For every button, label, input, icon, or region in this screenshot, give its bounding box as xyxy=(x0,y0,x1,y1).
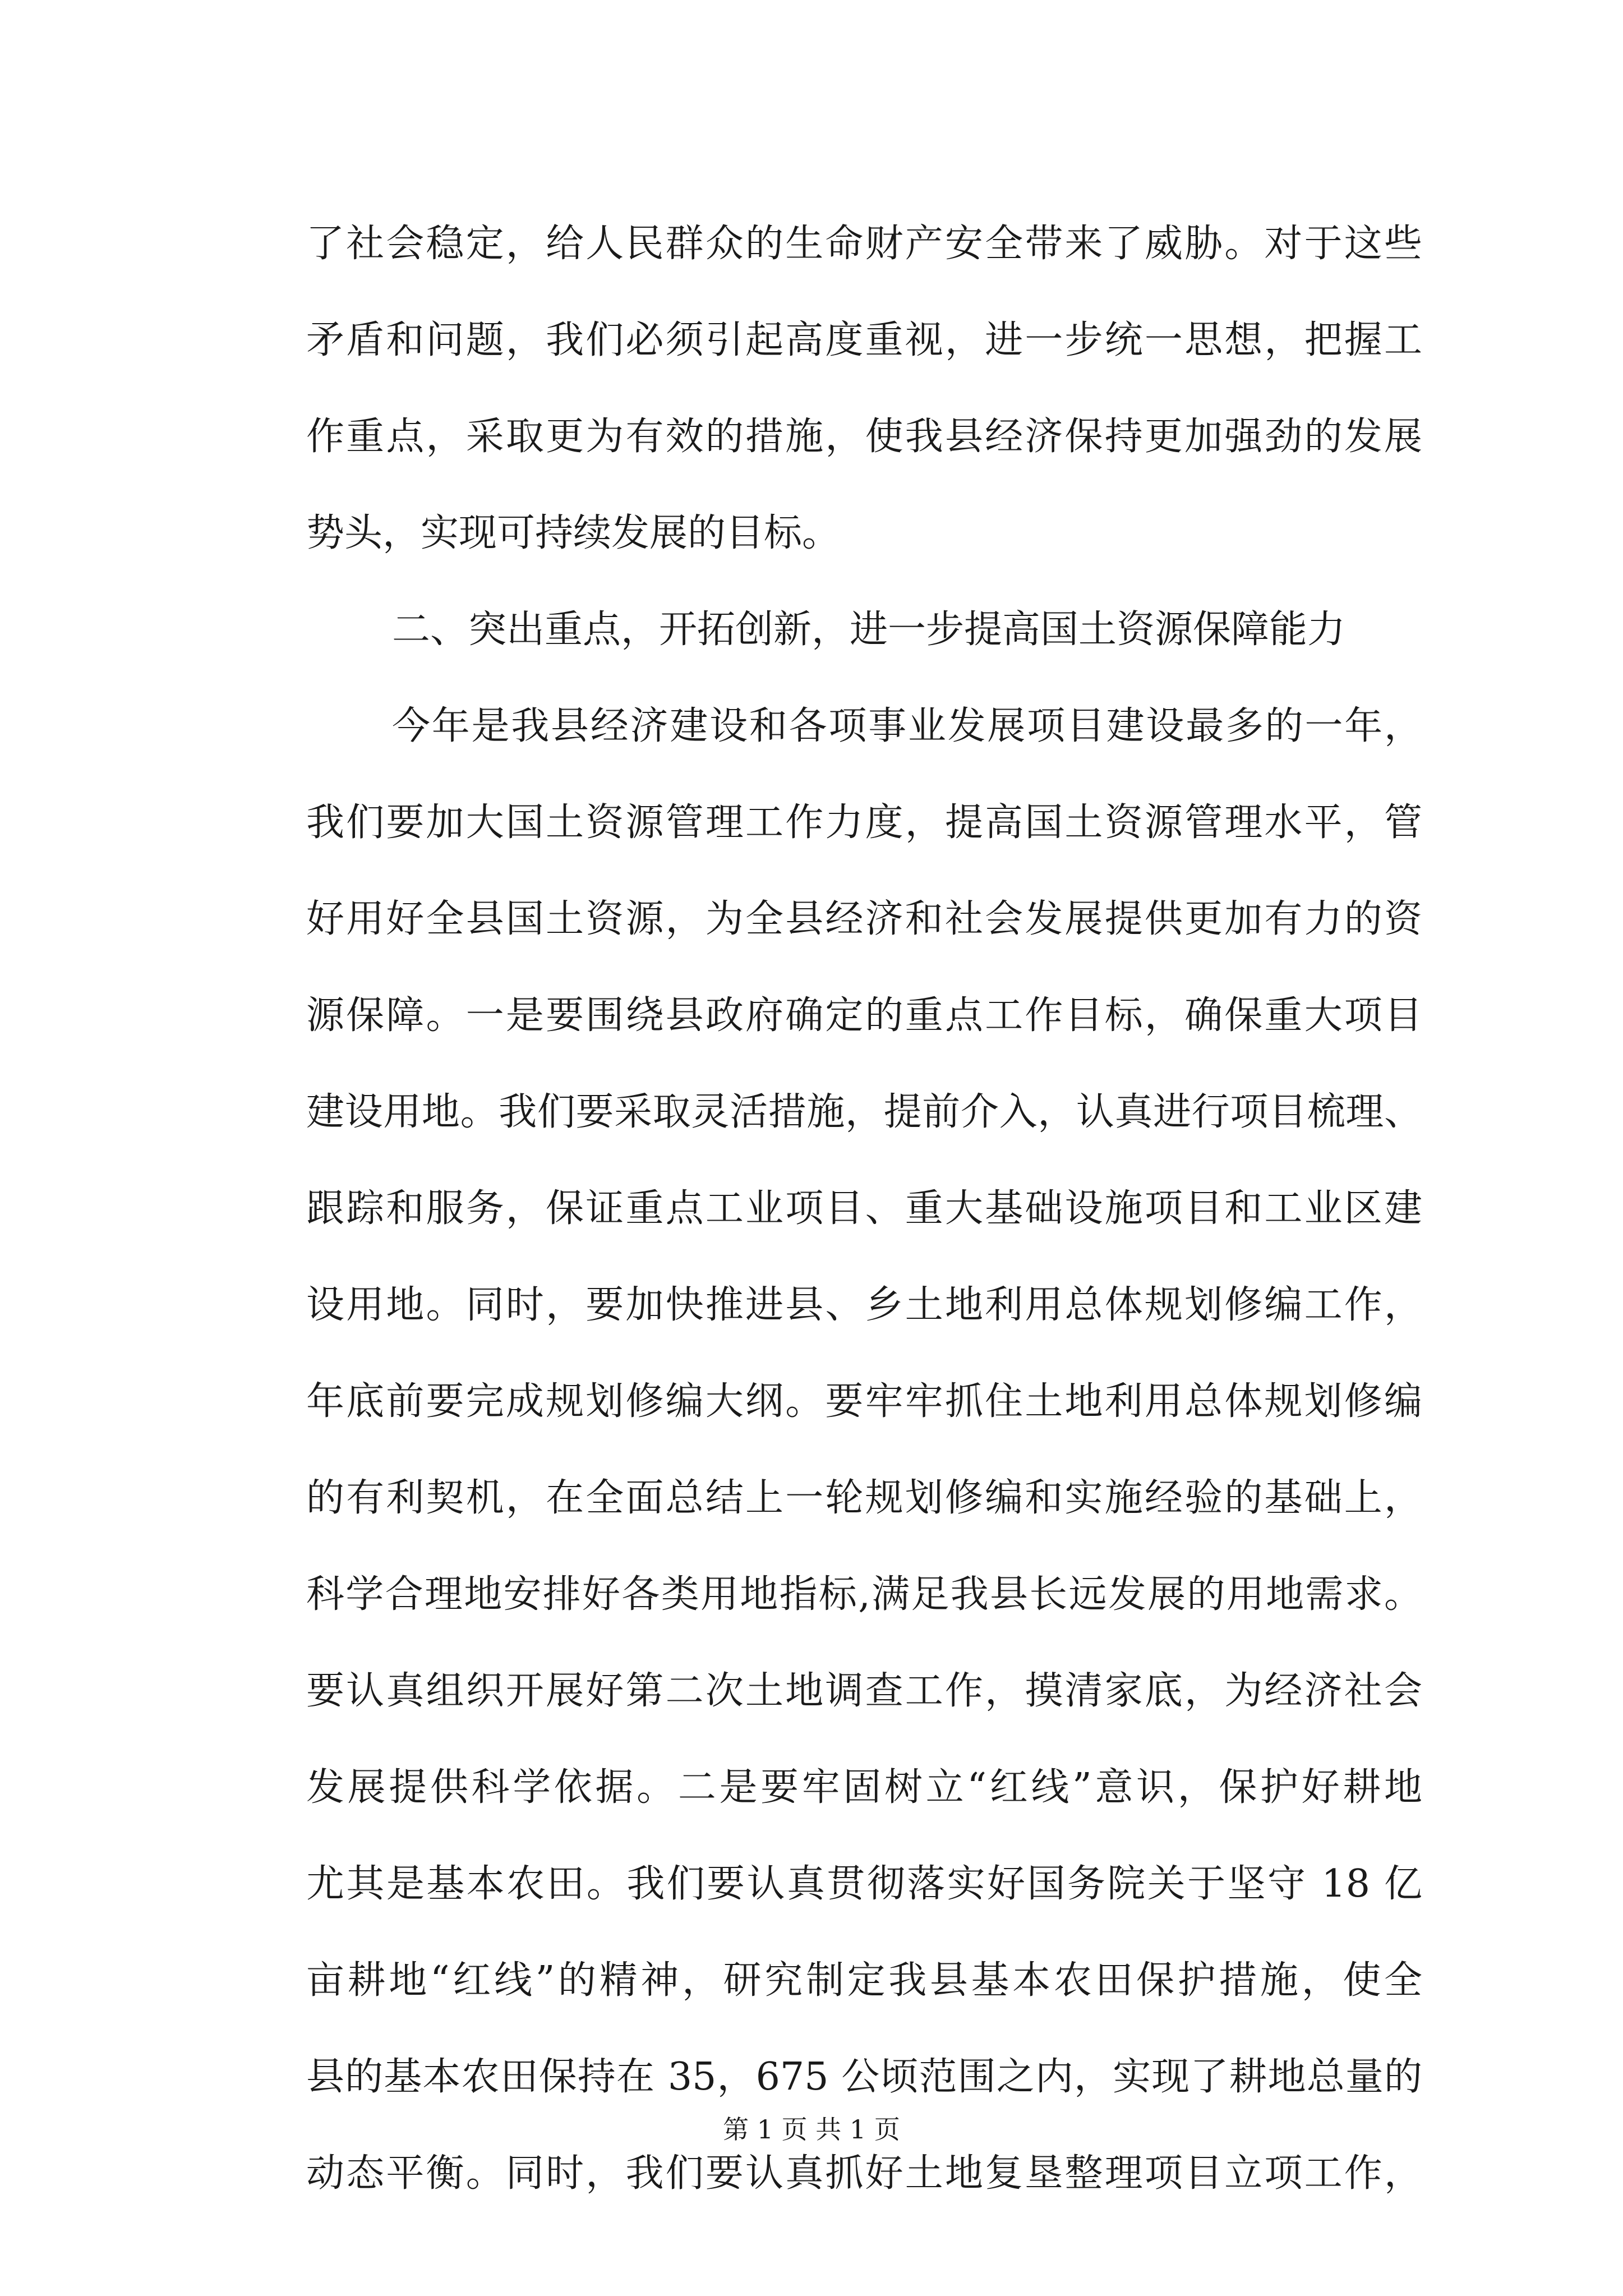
body-line: 亩耕地“红线”的精神，研究制定我县基本农田保护措施，使全 xyxy=(306,1958,1422,2003)
body-line: 县的基本农田保持在 35，675 公顷范围之内，实现了耕地总量的 xyxy=(306,2055,1422,2099)
body-line: 动态平衡。同时，我们要认真抓好土地复垦整理项目立项工作， xyxy=(306,2151,1422,2196)
page-footer: 第 1 页 共 1 页 xyxy=(723,2114,900,2145)
body-line: 发展提供科学依据。二是要牢固树立“红线”意识，保护好耕地 xyxy=(306,1765,1422,1810)
body-line: 今年是我县经济建设和各项事业发展项目建设最多的一年， xyxy=(392,704,1422,748)
body-line: 科学合理地安排好各类用地指标,满足我县长远发展的用地需求。 xyxy=(306,1572,1422,1617)
body-line: 矛盾和问题，我们必须引起高度重视，进一步统一思想，把握工 xyxy=(306,318,1422,362)
body-line: 尤其是基本农田。我们要认真贯彻落实好国务院关于坚守 18 亿 xyxy=(306,1862,1422,1906)
body-line: 建设用地。我们要采取灵活措施，提前介入，认真进行项目梳理、 xyxy=(306,1090,1422,1134)
section-heading: 二、突出重点，开拓创新，进一步提高国土资源保障能力 xyxy=(392,608,1346,652)
body-line: 设用地。同时，要加快推进县、乡土地利用总体规划修编工作， xyxy=(306,1283,1422,1327)
body-line: 好用好全县国土资源，为全县经济和社会发展提供更加有力的资 xyxy=(306,897,1422,941)
body-line: 源保障。一是要围绕县政府确定的重点工作目标，确保重大项目 xyxy=(306,993,1422,1038)
body-line: 跟踪和服务，保证重点工业项目、重大基础设施项目和工业区建 xyxy=(306,1186,1422,1231)
body-line: 势头，实现可持续发展的目标。 xyxy=(306,511,841,555)
body-line: 了社会稳定，给人民群众的生命财产安全带来了威胁。对于这些 xyxy=(306,222,1422,266)
body-line: 我们要加大国土资源管理工作力度，提高国土资源管理水平，管 xyxy=(306,800,1422,845)
body-line: 年底前要完成规划修编大纲。要牢牢抓住土地利用总体规划修编 xyxy=(306,1379,1422,1424)
body-line: 的有利契机，在全面总结上一轮规划修编和实施经验的基础上， xyxy=(306,1476,1422,1520)
body-line: 作重点，采取更为有效的措施，使我县经济保持更加强劲的发展 xyxy=(306,415,1422,459)
body-line: 要认真组织开展好第二次土地调查工作，摸清家底，为经济社会 xyxy=(306,1669,1422,1713)
